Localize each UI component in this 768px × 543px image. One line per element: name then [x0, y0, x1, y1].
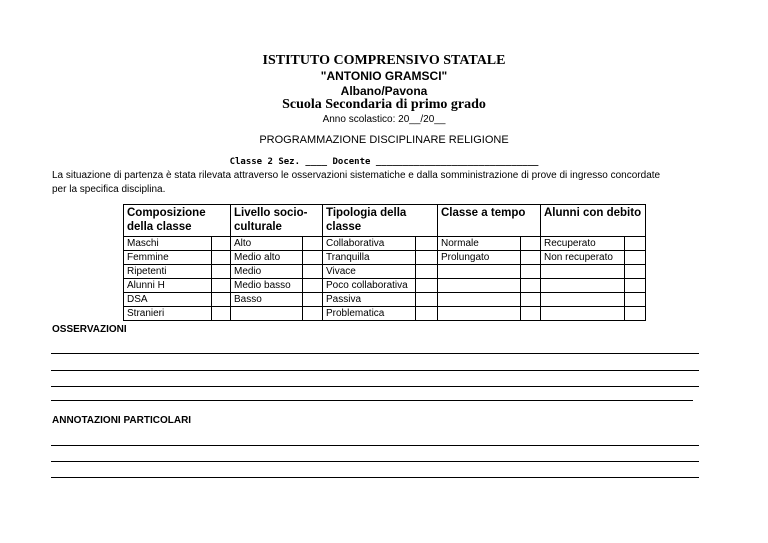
table-header-cell: Composizione della classe — [124, 205, 231, 237]
table-cell-label: Tranquilla — [323, 251, 416, 265]
table-cell-label — [541, 293, 625, 307]
school-year: Anno scolastico: 20__/20__ — [322, 114, 446, 125]
table-entry-box[interactable] — [416, 237, 438, 251]
table-entry-box[interactable] — [212, 307, 231, 321]
table-entry-box[interactable] — [416, 293, 438, 307]
table-cell-label — [541, 307, 625, 321]
class-teacher-line: Classe 2 Sez. ____ Docente ______________________________ — [229, 157, 539, 167]
table-entry-box[interactable] — [303, 265, 323, 279]
table-entry-box[interactable] — [521, 293, 541, 307]
table-cell-label: Vivace — [323, 265, 416, 279]
table-cell-label — [438, 279, 521, 293]
table-entry-box[interactable] — [303, 307, 323, 321]
table-entry-box[interactable] — [212, 251, 231, 265]
table-header-cell: Tipologia della classe — [323, 205, 438, 237]
table-entry-box[interactable] — [416, 279, 438, 293]
table-entry-box[interactable] — [625, 265, 646, 279]
table-cell-label: Alto — [231, 237, 303, 251]
table-cell-label — [438, 293, 521, 307]
table-cell-label: DSA — [124, 293, 212, 307]
observations-line — [51, 400, 693, 401]
table-entry-box[interactable] — [416, 307, 438, 321]
table-entry-box[interactable] — [521, 307, 541, 321]
table-entry-box[interactable] — [521, 251, 541, 265]
table-row — [124, 251, 646, 265]
table-entry-box[interactable] — [212, 237, 231, 251]
annotations-title: ANNOTAZIONI PARTICOLARI — [52, 415, 192, 426]
table-entry-box[interactable] — [521, 237, 541, 251]
table-entry-box[interactable] — [212, 293, 231, 307]
table-row — [124, 279, 646, 293]
table-cell-label: Medio basso — [231, 279, 303, 293]
table-entry-box[interactable] — [303, 279, 323, 293]
table-cell-label: Alunni H — [124, 279, 212, 293]
table-cell-label: Problematica — [323, 307, 416, 321]
table-cell-label — [438, 265, 521, 279]
class-composition-table — [123, 204, 646, 321]
table-entry-box[interactable] — [303, 293, 323, 307]
table-cell-label — [231, 307, 303, 321]
observations-line — [51, 370, 699, 371]
table-cell-label: Poco collaborativa — [323, 279, 416, 293]
table-cell-label: Non recuperato — [541, 251, 625, 265]
table-header-cell: Livello socio-culturale — [231, 205, 323, 237]
table-cell-label: Passiva — [323, 293, 416, 307]
observations-line — [51, 353, 699, 354]
table-header-cell: Alunni con debito — [541, 205, 646, 237]
school-level: Scuola Secondaria di primo grado — [282, 97, 486, 112]
table-row — [124, 265, 646, 279]
observations-line — [51, 386, 699, 387]
table-entry-box[interactable] — [625, 279, 646, 293]
school-name: "ANTONIO GRAMSCI" — [320, 69, 448, 83]
table-cell-label: Maschi — [124, 237, 212, 251]
table-header-row — [124, 205, 646, 237]
annotations-line — [51, 477, 699, 478]
table-entry-box[interactable] — [416, 251, 438, 265]
table-cell-label: Ripetenti — [124, 265, 212, 279]
table-cell-label: Basso — [231, 293, 303, 307]
table-header-cell: Classe a tempo — [438, 205, 541, 237]
table-entry-box[interactable] — [212, 279, 231, 293]
intro-line-2: per la specifica disciplina. — [52, 184, 166, 195]
intro-line-1: La situazione di partenza è stata rilevata attraverso le osservazioni sistematiche e dalla somministrazione di prove di ingresso concordate — [52, 170, 661, 181]
table-cell-label: Femmine — [124, 251, 212, 265]
table-cell-label: Stranieri — [124, 307, 212, 321]
table-entry-box[interactable] — [303, 251, 323, 265]
table-entry-box[interactable] — [625, 307, 646, 321]
table-cell-label: Prolungato — [438, 251, 521, 265]
table-entry-box[interactable] — [521, 265, 541, 279]
table-row — [124, 293, 646, 307]
programming-title: PROGRAMMAZIONE DISCIPLINARE RELIGIONE — [259, 134, 509, 146]
table-cell-label: Medio alto — [231, 251, 303, 265]
table-row — [124, 237, 646, 251]
table-cell-label — [438, 307, 521, 321]
table-cell-label: Recuperato — [541, 237, 625, 251]
table-cell-label: Normale — [438, 237, 521, 251]
table-entry-box[interactable] — [416, 265, 438, 279]
table-entry-box[interactable] — [212, 265, 231, 279]
table-cell-label: Collaborativa — [323, 237, 416, 251]
table-row — [124, 307, 646, 321]
observations-title: OSSERVAZIONI — [52, 324, 127, 335]
table-entry-box[interactable] — [625, 237, 646, 251]
annotations-line — [51, 461, 699, 462]
annotations-line — [51, 445, 699, 446]
table-entry-box[interactable] — [521, 279, 541, 293]
school-title: ISTITUTO COMPRENSIVO STATALE — [262, 53, 506, 68]
table-cell-label — [541, 265, 625, 279]
table-entry-box[interactable] — [625, 251, 646, 265]
table-cell-label — [541, 279, 625, 293]
table-cell-label: Medio — [231, 265, 303, 279]
table-entry-box[interactable] — [303, 237, 323, 251]
school-place: Albano/Pavona — [340, 84, 428, 98]
table-entry-box[interactable] — [625, 293, 646, 307]
